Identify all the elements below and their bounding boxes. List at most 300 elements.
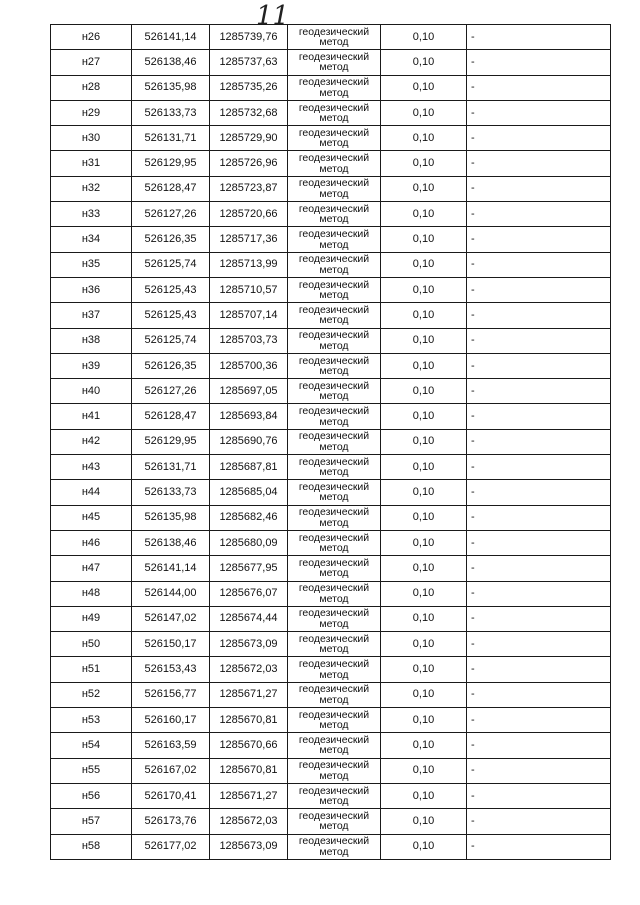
point-name-cell: н52 [51,682,132,707]
y-coordinate-cell: 1285685,04 [210,480,288,505]
x-coordinate-cell: 526141,14 [132,25,210,50]
note-cell: - [467,758,611,783]
point-name-cell: н48 [51,581,132,606]
point-name-cell: н38 [51,328,132,353]
method-cell [288,783,381,808]
point-name-cell: н58 [51,834,132,859]
table-row [51,505,611,530]
y-coordinate-cell: 1285680,09 [210,530,288,555]
x-coordinate-cell: 526125,74 [132,252,210,277]
method-line-1: геодезический [298,480,370,493]
method-cell [288,632,381,657]
coordinates-table-body [51,25,611,860]
method-cell [288,75,381,100]
method-cell [288,404,381,429]
method-cell [288,126,381,151]
x-coordinate-cell: 526131,71 [132,455,210,480]
y-coordinate-cell: 1285735,26 [210,75,288,100]
point-name-cell: н29 [51,100,132,125]
accuracy-cell: 0,10 [381,100,467,125]
method-line-2: метод [319,339,349,352]
x-coordinate-cell: 526144,00 [132,581,210,606]
note-cell: - [467,50,611,75]
note-cell: - [467,708,611,733]
method-line-1: геодезический [298,76,370,89]
table-row [51,252,611,277]
method-line-1: геодезический [298,430,370,443]
method-line-2: метод [319,845,349,858]
table-row [51,809,611,834]
note-cell: - [467,581,611,606]
note-cell: - [467,657,611,682]
method-line-2: метод [319,289,349,302]
accuracy-cell: 0,10 [381,151,467,176]
note-cell: - [467,75,611,100]
method-line-2: метод [319,61,349,74]
x-coordinate-cell: 526141,14 [132,556,210,581]
y-coordinate-cell: 1285682,46 [210,505,288,530]
note-cell: - [467,783,611,808]
point-name-cell: н45 [51,505,132,530]
x-coordinate-cell: 526128,47 [132,176,210,201]
method-line-1: геодезический [298,733,370,746]
x-coordinate-cell: 526147,02 [132,606,210,631]
table-row [51,75,611,100]
method-line-2: метод [319,820,349,833]
point-name-cell: н39 [51,353,132,378]
y-coordinate-cell: 1285703,73 [210,328,288,353]
method-line-1: геодезический [298,607,370,620]
table-row [51,480,611,505]
method-line-2: метод [319,693,349,706]
accuracy-cell: 0,10 [381,404,467,429]
x-coordinate-cell: 526129,95 [132,429,210,454]
method-cell [288,556,381,581]
accuracy-cell: 0,10 [381,75,467,100]
method-line-2: метод [319,668,349,681]
note-cell: - [467,530,611,555]
method-cell [288,252,381,277]
point-name-cell: н47 [51,556,132,581]
method-line-1: геодезический [298,531,370,544]
method-cell [288,227,381,252]
point-name-cell: н26 [51,25,132,50]
accuracy-cell: 0,10 [381,606,467,631]
method-line-1: геодезический [298,126,370,139]
method-line-2: метод [319,187,349,200]
method-cell [288,25,381,50]
accuracy-cell: 0,10 [381,328,467,353]
note-cell: - [467,834,611,859]
table-row [51,379,611,404]
note-cell: - [467,252,611,277]
method-line-2: метод [319,769,349,782]
method-line-1: геодезический [298,658,370,671]
x-coordinate-cell: 526138,46 [132,530,210,555]
y-coordinate-cell: 1285674,44 [210,606,288,631]
method-line-2: метод [319,440,349,453]
y-coordinate-cell: 1285676,07 [210,581,288,606]
x-coordinate-cell: 526173,76 [132,809,210,834]
table-row [51,353,611,378]
note-cell: - [467,733,611,758]
method-line-2: метод [319,567,349,580]
method-cell [288,733,381,758]
x-coordinate-cell: 526126,35 [132,227,210,252]
method-line-1: геодезический [298,177,370,190]
y-coordinate-cell: 1285672,03 [210,657,288,682]
table-row [51,227,611,252]
method-cell [288,379,381,404]
method-cell [288,581,381,606]
note-cell: - [467,202,611,227]
method-line-1: геодезический [298,835,370,848]
method-cell [288,100,381,125]
method-line-1: геодезический [298,556,370,569]
accuracy-cell: 0,10 [381,505,467,530]
method-line-2: метод [319,86,349,99]
y-coordinate-cell: 1285726,96 [210,151,288,176]
table-row [51,25,611,50]
accuracy-cell: 0,10 [381,657,467,682]
table-row [51,328,611,353]
x-coordinate-cell: 526133,73 [132,480,210,505]
method-cell [288,480,381,505]
method-line-1: геодезический [298,405,370,418]
method-line-1: геодезический [298,632,370,645]
table-row [51,277,611,302]
method-cell [288,277,381,302]
accuracy-cell: 0,10 [381,50,467,75]
point-name-cell: н43 [51,455,132,480]
y-coordinate-cell: 1285672,03 [210,809,288,834]
accuracy-cell: 0,10 [381,834,467,859]
method-line-2: метод [319,213,349,226]
method-line-1: геодезический [298,582,370,595]
table-row [51,632,611,657]
note-cell: - [467,429,611,454]
accuracy-cell: 0,10 [381,455,467,480]
y-coordinate-cell: 1285673,09 [210,632,288,657]
method-line-2: метод [319,162,349,175]
point-name-cell: н56 [51,783,132,808]
table-row [51,657,611,682]
table-row [51,682,611,707]
y-coordinate-cell: 1285671,27 [210,682,288,707]
table-row [51,404,611,429]
accuracy-cell: 0,10 [381,252,467,277]
note-cell: - [467,328,611,353]
x-coordinate-cell: 526133,73 [132,100,210,125]
y-coordinate-cell: 1285670,66 [210,733,288,758]
method-line-2: метод [319,617,349,630]
table-row [51,834,611,859]
point-name-cell: н57 [51,809,132,834]
y-coordinate-cell: 1285677,95 [210,556,288,581]
x-coordinate-cell: 526125,43 [132,303,210,328]
method-cell [288,606,381,631]
table-row [51,50,611,75]
method-line-1: геодезический [298,455,370,468]
method-line-1: геодезический [298,202,370,215]
method-cell [288,530,381,555]
method-cell [288,50,381,75]
y-coordinate-cell: 1285720,66 [210,202,288,227]
accuracy-cell: 0,10 [381,176,467,201]
method-line-2: метод [319,643,349,656]
table-row [51,783,611,808]
table-row [51,429,611,454]
x-coordinate-cell: 526125,74 [132,328,210,353]
note-cell: - [467,404,611,429]
y-coordinate-cell: 1285710,57 [210,277,288,302]
table-row [51,455,611,480]
method-cell [288,809,381,834]
y-coordinate-cell: 1285732,68 [210,100,288,125]
y-coordinate-cell: 1285713,99 [210,252,288,277]
method-line-2: метод [319,365,349,377]
method-line-1: геодезический [298,506,370,519]
method-line-2: метод [319,137,349,150]
method-line-1: геодезический [298,329,370,342]
point-name-cell: н53 [51,708,132,733]
method-line-1: геодезический [298,228,370,241]
point-name-cell: н32 [51,176,132,201]
point-name-cell: н31 [51,151,132,176]
x-coordinate-cell: 526126,35 [132,353,210,378]
table-row [51,151,611,176]
method-line-1: геодезический [298,784,370,797]
accuracy-cell: 0,10 [381,480,467,505]
note-cell: - [467,379,611,404]
x-coordinate-cell: 526135,98 [132,505,210,530]
point-name-cell: н35 [51,252,132,277]
method-cell [288,455,381,480]
point-name-cell: н28 [51,75,132,100]
accuracy-cell: 0,10 [381,126,467,151]
method-cell [288,682,381,707]
accuracy-cell: 0,10 [381,581,467,606]
point-name-cell: н33 [51,202,132,227]
table-row [51,176,611,201]
accuracy-cell: 0,10 [381,758,467,783]
note-cell: - [467,632,611,657]
method-line-1: геодезический [298,25,370,38]
method-line-1: геодезический [298,303,370,316]
coordinates-table [50,24,611,860]
method-cell [288,353,381,378]
point-name-cell: н37 [51,303,132,328]
x-coordinate-cell: 526160,17 [132,708,210,733]
x-coordinate-cell: 526129,95 [132,151,210,176]
method-line-2: метод [319,592,349,605]
method-cell [288,151,381,176]
y-coordinate-cell: 1285670,81 [210,708,288,733]
y-coordinate-cell: 1285690,76 [210,429,288,454]
table-row [51,733,611,758]
x-coordinate-cell: 526127,26 [132,202,210,227]
method-line-2: метод [319,516,349,529]
method-line-1: геодезический [298,354,370,367]
x-coordinate-cell: 526177,02 [132,834,210,859]
point-name-cell: н54 [51,733,132,758]
method-line-1: геодезический [298,379,370,392]
table-row [51,758,611,783]
accuracy-cell: 0,10 [381,708,467,733]
note-cell: - [467,176,611,201]
point-name-cell: н42 [51,429,132,454]
table-row [51,126,611,151]
accuracy-cell: 0,10 [381,353,467,378]
x-coordinate-cell: 526150,17 [132,632,210,657]
accuracy-cell: 0,10 [381,556,467,581]
method-cell [288,834,381,859]
accuracy-cell: 0,10 [381,227,467,252]
accuracy-cell: 0,10 [381,25,467,50]
x-coordinate-cell: 526156,77 [132,682,210,707]
x-coordinate-cell: 526138,46 [132,50,210,75]
point-name-cell: н51 [51,657,132,682]
method-line-1: геодезический [298,50,370,63]
y-coordinate-cell: 1285700,36 [210,353,288,378]
y-coordinate-cell: 1285687,81 [210,455,288,480]
x-coordinate-cell: 526153,43 [132,657,210,682]
x-coordinate-cell: 526125,43 [132,277,210,302]
accuracy-cell: 0,10 [381,303,467,328]
method-line-1: геодезический [298,759,370,772]
method-line-2: метод [319,466,349,479]
note-cell: - [467,25,611,50]
x-coordinate-cell: 526131,71 [132,126,210,151]
method-line-2: метод [319,542,349,555]
point-name-cell: н44 [51,480,132,505]
accuracy-cell: 0,10 [381,530,467,555]
method-cell [288,202,381,227]
point-name-cell: н30 [51,126,132,151]
note-cell: - [467,277,611,302]
method-line-2: метод [319,491,349,504]
note-cell: - [467,353,611,378]
method-cell [288,758,381,783]
x-coordinate-cell: 526167,02 [132,758,210,783]
method-line-2: метод [319,390,349,403]
table-row [51,303,611,328]
table-row [51,606,611,631]
y-coordinate-cell: 1285673,09 [210,834,288,859]
x-coordinate-cell: 526128,47 [132,404,210,429]
method-line-1: геодезический [298,253,370,266]
note-cell: - [467,100,611,125]
y-coordinate-cell: 1285697,05 [210,379,288,404]
point-name-cell: н50 [51,632,132,657]
method-line-1: геодезический [298,152,370,165]
method-line-2: метод [319,314,349,327]
note-cell: - [467,151,611,176]
accuracy-cell: 0,10 [381,733,467,758]
accuracy-cell: 0,10 [381,379,467,404]
table-row [51,202,611,227]
handwritten-page-number: 11 [256,1,290,31]
x-coordinate-cell: 526163,59 [132,733,210,758]
y-coordinate-cell: 1285670,81 [210,758,288,783]
point-name-cell: н41 [51,404,132,429]
x-coordinate-cell: 526170,41 [132,783,210,808]
accuracy-cell: 0,10 [381,783,467,808]
method-cell [288,657,381,682]
method-cell [288,303,381,328]
method-line-1: геодезический [298,809,370,822]
method-line-1: геодезический [298,101,370,114]
point-name-cell: н49 [51,606,132,631]
point-name-cell: н36 [51,277,132,302]
accuracy-cell: 0,10 [381,429,467,454]
method-line-1: геодезический [298,278,370,291]
point-name-cell: н27 [51,50,132,75]
method-line-1: геодезический [298,683,370,696]
y-coordinate-cell: 1285671,27 [210,783,288,808]
x-coordinate-cell: 526135,98 [132,75,210,100]
point-name-cell: н55 [51,758,132,783]
y-coordinate-cell: 1285739,76 [210,25,288,50]
method-line-2: метод [319,744,349,757]
method-cell [288,505,381,530]
point-name-cell: н34 [51,227,132,252]
table-row [51,556,611,581]
table-row [51,708,611,733]
method-cell [288,176,381,201]
method-cell [288,328,381,353]
note-cell: - [467,606,611,631]
accuracy-cell: 0,10 [381,202,467,227]
table-row [51,530,611,555]
accuracy-cell: 0,10 [381,632,467,657]
table-row [51,581,611,606]
y-coordinate-cell: 1285693,84 [210,404,288,429]
point-name-cell: н40 [51,379,132,404]
method-line-2: метод [319,238,349,251]
method-cell [288,429,381,454]
note-cell: - [467,455,611,480]
note-cell: - [467,227,611,252]
y-coordinate-cell: 1285717,36 [210,227,288,252]
accuracy-cell: 0,10 [381,809,467,834]
x-coordinate-cell: 526127,26 [132,379,210,404]
y-coordinate-cell: 1285723,87 [210,176,288,201]
table-row [51,100,611,125]
y-coordinate-cell: 1285707,14 [210,303,288,328]
method-line-2: метод [319,263,349,276]
note-cell: - [467,480,611,505]
method-line-2: метод [319,112,349,125]
accuracy-cell: 0,10 [381,682,467,707]
y-coordinate-cell: 1285737,63 [210,50,288,75]
method-line-2: метод [319,795,349,808]
method-line-2: метод [319,415,349,428]
method-line-1: геодезический [298,708,370,721]
note-cell: - [467,126,611,151]
note-cell: - [467,809,611,834]
method-line-2: метод [319,36,349,49]
y-coordinate-cell: 1285729,90 [210,126,288,151]
method-cell [288,708,381,733]
note-cell: - [467,682,611,707]
accuracy-cell: 0,10 [381,277,467,302]
note-cell: - [467,556,611,581]
note-cell: - [467,303,611,328]
method-line-2: метод [319,719,349,732]
note-cell: - [467,505,611,530]
point-name-cell: н46 [51,530,132,555]
